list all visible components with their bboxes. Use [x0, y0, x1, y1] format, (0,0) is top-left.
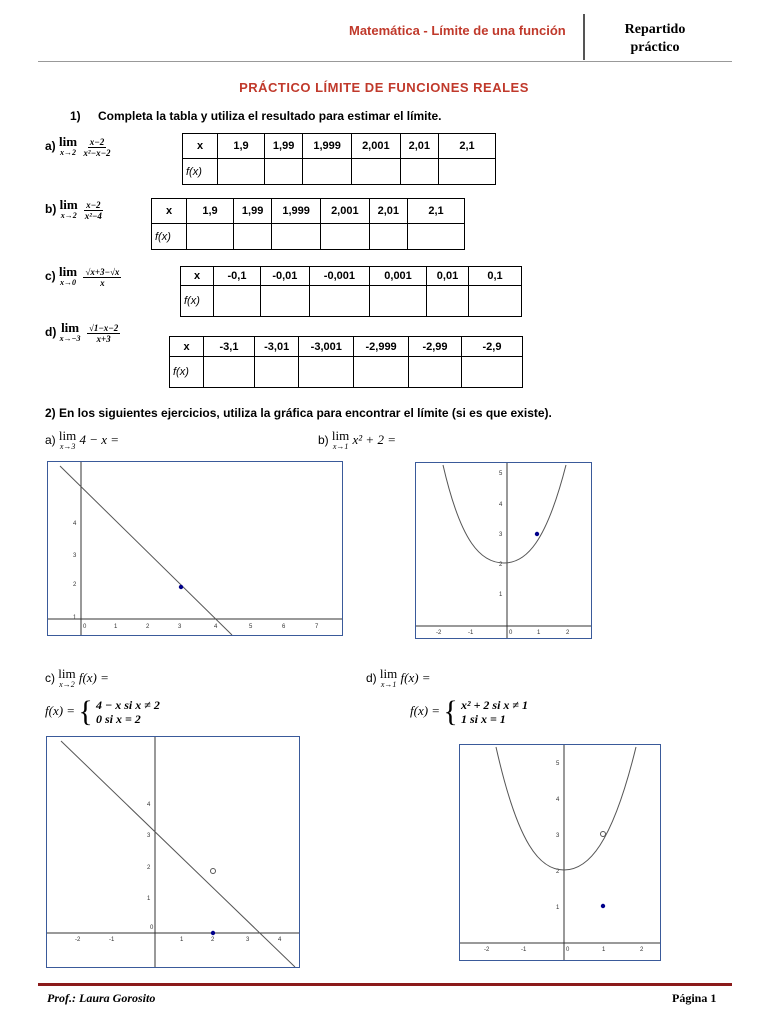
- q1-c-lim-to: x→0: [60, 278, 77, 287]
- q1-c-h3: -0,001: [309, 267, 369, 286]
- graph-c-ytick: 1: [147, 896, 151, 902]
- q1-c-cell[interactable]: [427, 286, 469, 317]
- q1-b-fx: f(x): [152, 224, 187, 250]
- header-doc-type-line1: Repartido: [624, 22, 686, 37]
- q1-item-c: c) lim x→0 $\frac{√x+3-√x}{x}$: [45, 264, 120, 288]
- graph-d: [459, 744, 661, 961]
- q1-a-h0: x: [183, 134, 218, 159]
- q1-b-denominator: x²−4: [84, 210, 102, 221]
- q2-b-expression: [318, 430, 396, 452]
- q2-c-lim-word: lim: [58, 666, 76, 681]
- header-rule: [38, 61, 732, 62]
- q1-d-cell[interactable]: [354, 357, 409, 388]
- q1-a-label: a): [45, 139, 56, 154]
- graph-a-ytick: 4: [73, 521, 77, 527]
- q1-c-table: [180, 266, 522, 317]
- graph-a-xtick: 4: [214, 624, 218, 630]
- q2-a-expression: [45, 430, 119, 452]
- graph-c: [46, 736, 300, 968]
- q1-d-h5: -2,99: [409, 337, 462, 357]
- graph-b: [415, 462, 592, 639]
- q2-c-case2: 0 si x = 2: [95, 712, 141, 726]
- q2-d-definition: [410, 697, 528, 727]
- q1-c-h4: 0,001: [370, 267, 427, 286]
- graph-b-ytick: 3: [499, 532, 503, 538]
- q2-c-label: c): [45, 670, 55, 685]
- q2-c-brace: {: [78, 695, 93, 728]
- document-title: PRÁCTICO LÍMITE DE FUNCIONES REALES: [239, 80, 529, 95]
- q1-b-cell[interactable]: [320, 224, 369, 250]
- graph-d-ytick: 3: [556, 833, 560, 839]
- header-doc-type-line2: práctico: [630, 40, 680, 55]
- q1-a-h6: 2,1: [439, 134, 496, 159]
- q1-c-numerator: √x+3−√x: [85, 266, 120, 277]
- graph-c-xtick: 1: [180, 937, 184, 943]
- q1-a-cell[interactable]: [218, 159, 265, 185]
- q1-a-h3: 1,999: [303, 134, 352, 159]
- q2-d-expression: [366, 668, 431, 690]
- graph-d-ytick: 4: [556, 797, 560, 803]
- q1-b-h4: 2,001: [320, 199, 369, 224]
- q1-a-table: [182, 133, 496, 185]
- graph-a-ytick: 3: [73, 553, 77, 559]
- q1-a-cell[interactable]: [400, 159, 438, 185]
- q1-d-numerator: √1−x−2: [88, 322, 119, 333]
- q1-statement: [70, 109, 441, 123]
- graph-d-xtick: 1: [602, 947, 606, 953]
- q1-c-h6: 0,1: [469, 267, 522, 286]
- q1-c-cell[interactable]: [370, 286, 427, 317]
- q2-d-case1: x² + 2 si x ≠ 1: [460, 698, 528, 712]
- q1-b-h1: 1,9: [187, 199, 234, 224]
- graph-b-xtick: -1: [468, 630, 474, 636]
- q1-c-h1: -0,1: [214, 267, 261, 286]
- q2-c-fdef: f(x) =: [45, 702, 76, 718]
- graph-c-origin: 0: [150, 925, 154, 931]
- graph-c-ytick: 2: [147, 865, 151, 871]
- graph-a-xtick: 2: [146, 624, 150, 630]
- q1-c-cell[interactable]: [214, 286, 261, 317]
- q1-d-h6: -2,9: [462, 337, 523, 357]
- q1-c-denominator: x: [100, 277, 105, 288]
- q1-d-table: [169, 336, 523, 388]
- q1-d-cell[interactable]: [409, 357, 462, 388]
- q2-d-label: d): [366, 670, 377, 685]
- q2-b-label: b): [318, 432, 329, 447]
- graph-d-ytick: 5: [556, 761, 560, 767]
- graph-d-curve: [496, 747, 636, 870]
- q1-d-denominator: x+3: [96, 333, 111, 344]
- q1-b-h0: x: [152, 199, 187, 224]
- q1-b-lim-to: x→2: [60, 211, 77, 220]
- q1-a-h1: 1,9: [218, 134, 265, 159]
- q1-b-numerator: x−2: [86, 199, 101, 210]
- q1-c-label: c): [45, 269, 56, 284]
- q1-b-cell[interactable]: [234, 224, 272, 250]
- q1-item-d: d) lim x→−3 $\frac{√1-x-2}{x+3}$: [45, 320, 119, 344]
- q1-b-table: [151, 198, 465, 250]
- q2-b-lim-word: lim: [331, 428, 350, 443]
- q1-b-h5: 2,01: [369, 199, 407, 224]
- q2-a-lim-word: lim: [58, 428, 77, 443]
- graph-c-xtick: -1: [109, 937, 115, 943]
- q1-b-cell[interactable]: [408, 224, 465, 250]
- q1-d-cell[interactable]: [299, 357, 354, 388]
- q1-c-cell[interactable]: [309, 286, 369, 317]
- q2-a-label: a): [45, 432, 56, 447]
- footer-rule: [38, 983, 732, 986]
- graph-b-ytick: 1: [499, 592, 503, 598]
- graph-a-xtick: 6: [282, 624, 286, 630]
- graph-b-xtick: 1: [537, 630, 541, 636]
- graph-d-point: [601, 904, 605, 908]
- graph-a-xtick: 5: [249, 624, 253, 630]
- q2-c-lim-to: x→2: [59, 680, 75, 689]
- q2-b-expr: x² + 2 =: [352, 431, 396, 447]
- q2-d-expr: f(x) =: [400, 669, 431, 685]
- graph-b-point: [535, 532, 539, 536]
- header-doc-type: [600, 21, 710, 57]
- q1-b-h6: 2,1: [408, 199, 465, 224]
- graph-c-point: [211, 931, 215, 935]
- header-divider: [583, 14, 585, 60]
- footer-author: Prof.: Laura Gorosito: [47, 991, 156, 1005]
- graph-a-xtick: 1: [114, 624, 118, 630]
- q1-b-cell[interactable]: [272, 224, 321, 250]
- q1-b-label: b): [45, 202, 57, 217]
- q1-a-cell[interactable]: [303, 159, 352, 185]
- graph-a-xtick: 3: [178, 624, 182, 630]
- q1-a-h5: 2,01: [400, 134, 438, 159]
- q1-c-h0: x: [181, 267, 214, 286]
- q1-item-b: b) lim x→2 $\frac{x-2}{\text{x²−4}}$: [45, 197, 102, 221]
- graph-a: [47, 461, 343, 636]
- q2-statement: [45, 406, 552, 420]
- graph-a-ytick: 1: [73, 615, 77, 621]
- q2-text: En los siguientes ejercicios, utiliza la gráfica para encontrar el límite (si es que existe).: [59, 406, 552, 420]
- q1-c-fx: f(x): [181, 286, 214, 317]
- q1-d-cell[interactable]: [462, 357, 523, 388]
- q1-text: Completa la tabla y utiliza el resultado para estimar el límite.: [98, 109, 442, 123]
- q2-d-brace: {: [443, 695, 458, 728]
- q2-d-lim-word: lim: [379, 666, 398, 681]
- q1-d-h2: -3,01: [255, 337, 299, 357]
- header-subject: Matemática - Límite de una función: [349, 23, 566, 38]
- q1-a-numerator: x−2: [89, 136, 105, 147]
- q2-c-expression: [45, 668, 109, 690]
- q1-d-cell[interactable]: [255, 357, 299, 388]
- q1-d-cell[interactable]: [204, 357, 255, 388]
- graph-c-ytick: 3: [147, 833, 151, 839]
- graph-c-xtick: 4: [278, 937, 282, 943]
- graph-a-curve: [60, 466, 232, 635]
- graph-b-ytick: 4: [499, 502, 503, 508]
- graph-b-xtick: -2: [436, 630, 442, 636]
- q1-d-h1: -3,1: [204, 337, 255, 357]
- q1-c-h5: 0,01: [427, 267, 469, 286]
- q1-a-h4: 2,001: [351, 134, 400, 159]
- q1-d-h0: x: [170, 337, 204, 357]
- q1-d-fx: f(x): [170, 357, 204, 388]
- q2-number: 2): [45, 406, 56, 420]
- q2-d-case2: 1 si x = 1: [460, 712, 506, 726]
- footer-page: Página 1: [672, 991, 717, 1005]
- q1-a-h2: 1,99: [265, 134, 303, 159]
- q1-d-label: d): [45, 325, 57, 340]
- q1-number: 1): [70, 109, 81, 123]
- graph-b-ytick: 2: [499, 562, 503, 568]
- q1-a-lim-to: x→2: [60, 148, 77, 157]
- q1-b-h2: 1,99: [234, 199, 272, 224]
- q1-b-cell[interactable]: [187, 224, 234, 250]
- graph-c-xtick: -2: [75, 937, 81, 943]
- q1-a-fx: f(x): [183, 159, 218, 185]
- q2-c-expr: f(x) =: [78, 669, 109, 685]
- graph-a-ytick: 2: [73, 582, 77, 588]
- graph-d-xtick: -2: [484, 947, 490, 953]
- graph-b-curve: [443, 465, 566, 563]
- graph-b-xtick: 0: [509, 630, 513, 636]
- q2-a-lim-to: x→3: [59, 442, 76, 451]
- graph-d-ytick: 2: [556, 869, 560, 875]
- graph-d-xtick: 0: [566, 947, 570, 953]
- graph-a-point: [179, 585, 183, 589]
- q1-b-h3: 1,999: [272, 199, 321, 224]
- graph-b-ytick: 5: [499, 471, 503, 477]
- q2-d-lim-to: x→1: [380, 680, 397, 689]
- q2-c-case1: 4 − x si x ≠ 2: [95, 698, 160, 712]
- q1-b-cell[interactable]: [369, 224, 407, 250]
- graph-d-open-point: [601, 832, 606, 837]
- graph-a-xtick: 0: [83, 624, 87, 630]
- q1-d-lim-to: x→−3: [59, 334, 81, 343]
- graph-d-xtick: -1: [521, 947, 527, 953]
- q1-item-a: a) lim x→2 $\frac{x-2}{\text{x²−x−2}}$: [45, 134, 111, 158]
- q2-a-expr: 4 − x =: [79, 431, 120, 447]
- q2-b-lim-to: x→1: [332, 442, 349, 451]
- q2-c-definition: [45, 697, 160, 727]
- graph-b-xtick: 2: [566, 630, 570, 636]
- q1-d-h3: -3,001: [299, 337, 354, 357]
- q1-a-cell[interactable]: [351, 159, 400, 185]
- graph-d-ytick: 1: [556, 905, 560, 911]
- q1-a-cell[interactable]: [265, 159, 303, 185]
- graph-c-ytick: 4: [147, 802, 151, 808]
- graph-d-xtick: 2: [640, 947, 644, 953]
- graph-c-open-point: [211, 869, 216, 874]
- q1-a-cell[interactable]: [439, 159, 496, 185]
- q1-d-h4: -2,999: [354, 337, 409, 357]
- graph-a-xtick: 7: [315, 624, 319, 630]
- q1-c-cell[interactable]: [261, 286, 310, 317]
- q1-a-denominator: x²−x−2: [83, 147, 111, 158]
- graph-c-xtick: 2: [211, 937, 215, 943]
- graph-c-xtick: 3: [246, 937, 250, 943]
- q1-c-h2: -0,01: [261, 267, 310, 286]
- q2-d-fdef: f(x) =: [410, 702, 441, 718]
- q1-c-cell[interactable]: [469, 286, 522, 317]
